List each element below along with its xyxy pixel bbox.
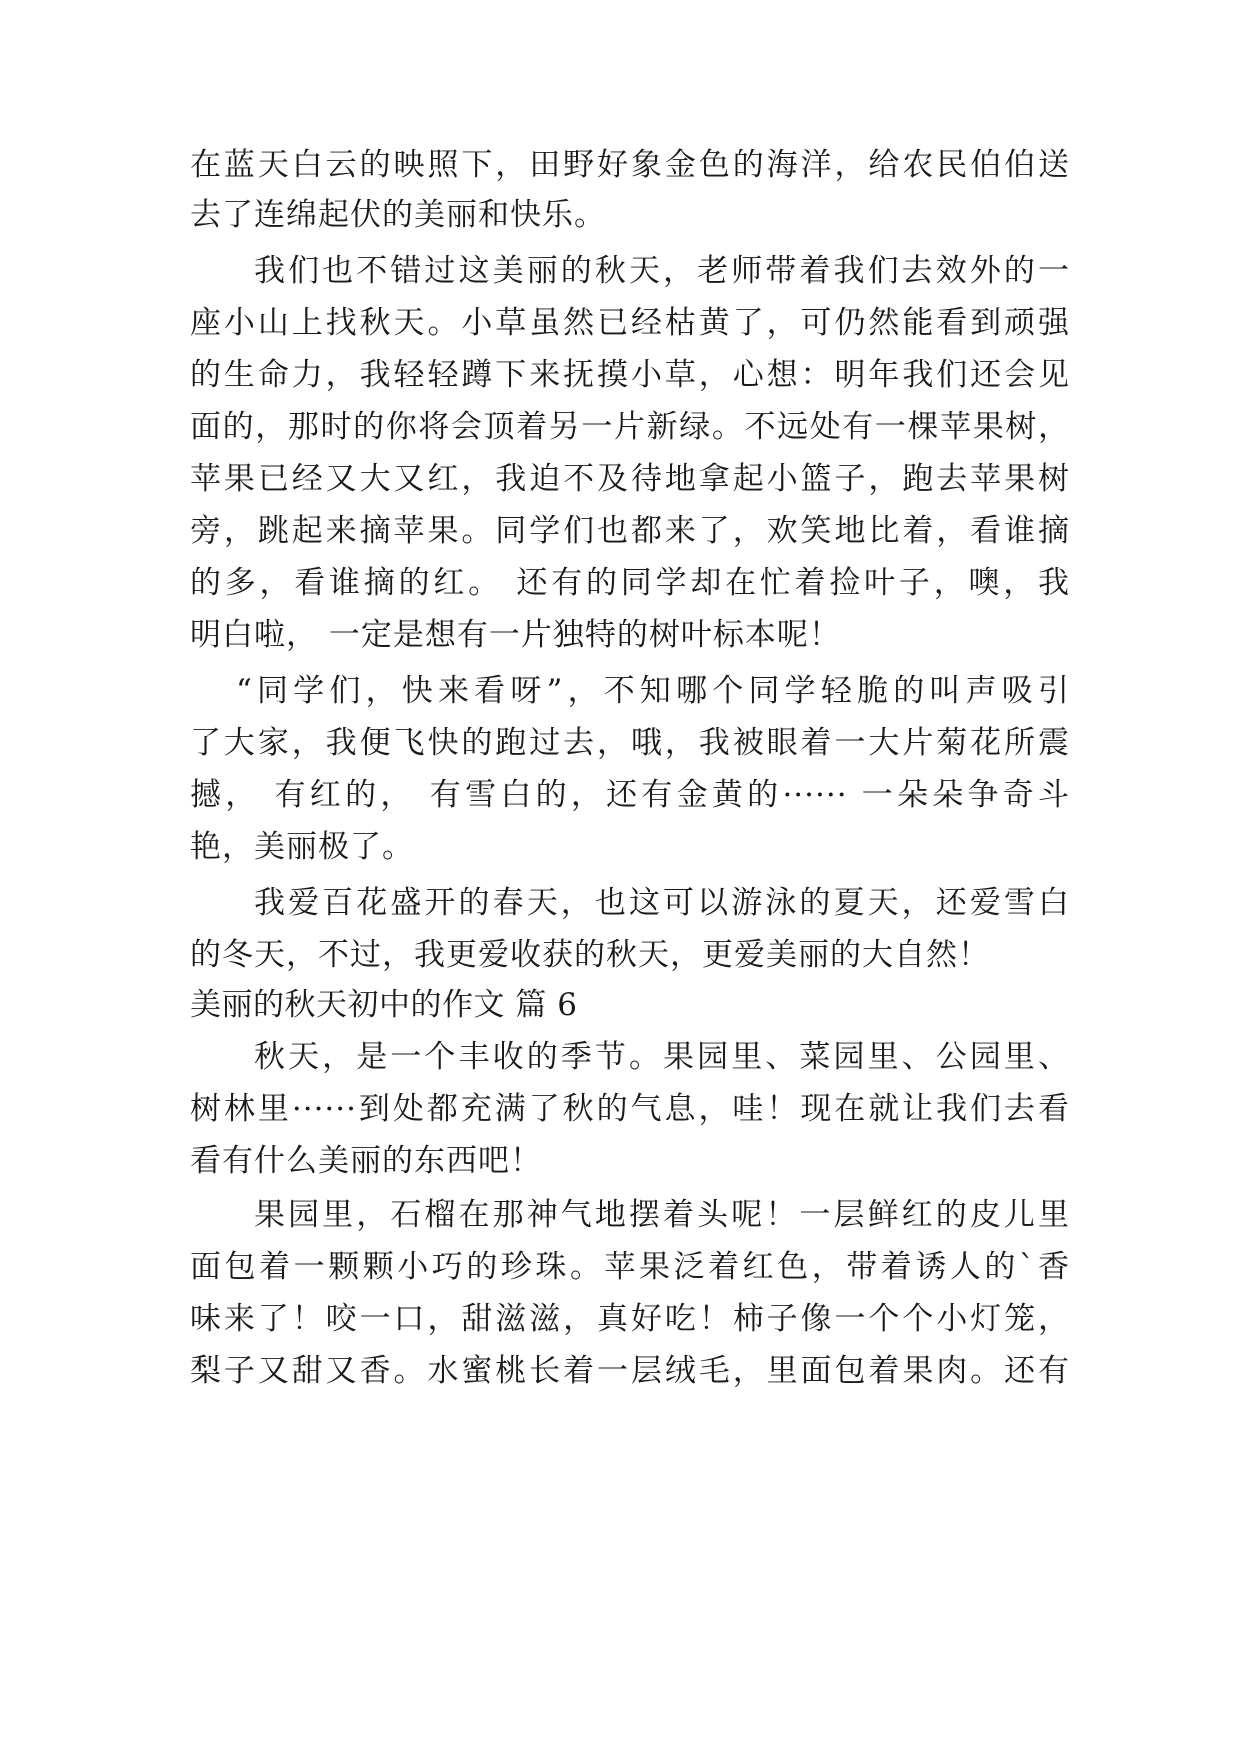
text-line: 苹果已经又大又红，我迫不及待地拿起小篮子，跑去苹果树	[190, 461, 1070, 497]
text-line: 秋天，是一个丰收的季节。果园里、菜园里、公园里、	[254, 1039, 1070, 1075]
text-line: 看有什么美丽的东西吧！	[190, 1143, 542, 1179]
text-line: 明白啦， 一定是想有一片独特的树叶标本呢！	[190, 617, 841, 653]
text-line: 我爱百花盛开的春天，也这可以游泳的夏天，还爱雪白	[254, 885, 1070, 921]
text-line: 的冬天，不过，我更爱收获的秋天，更爱美丽的大自然！	[190, 937, 990, 973]
text-line: 面的，那时的你将会顶着另一片新绿。不远处有一棵苹果树，	[190, 409, 1070, 445]
text-line: 去了连绵起伏的美丽和快乐。	[190, 197, 606, 233]
text-line: 了大家，我便飞快的跑过去，哦，我被眼着一大片菊花所震	[190, 725, 1070, 761]
text-line: 艳，美丽极了。	[190, 829, 414, 865]
text-line: “同学们，快来看呀”，不知哪个同学轻脆的叫声吸引	[236, 673, 1070, 709]
text-line: 的生命力，我轻轻蹲下来抚摸小草，心想：明年我们还会见	[190, 357, 1070, 393]
text-line: 的多，看谁摘的红。 还有的同学却在忙着捡叶子，噢，我	[190, 565, 1070, 601]
text-line: 面包着一颗颗小巧的珍珠。苹果泛着红色，带着诱人的`香	[190, 1249, 1070, 1285]
text-line: 味来了！咬一口，甜滋滋，真好吃！柿子像一个个小灯笼，	[190, 1301, 1070, 1337]
text-line: 撼， 有红的， 有雪白的，还有金黄的······ 一朵朵争奇斗	[190, 777, 1070, 813]
text-line: 旁，跳起来摘苹果。同学们也都来了，欢笑地比着，看谁摘	[190, 513, 1070, 549]
text-line: 果园里，石榴在那神气地摆着头呢！一层鲜红的皮儿里	[254, 1197, 1070, 1233]
text-line: 座小山上找秋天。小草虽然已经枯黄了，可仍然能看到顽强	[190, 305, 1070, 341]
text-line: 在蓝天白云的映照下，田野好象金色的海洋，给农民伯伯送	[190, 147, 1070, 183]
section-heading: 美丽的秋天初中的作文 篇 6	[190, 987, 578, 1023]
text-line: 梨子又甜又香。水蜜桃长着一层绒毛，里面包着果肉。还有	[190, 1353, 1070, 1389]
text-line: 我们也不错过这美丽的秋天，老师带着我们去效外的一	[254, 253, 1070, 289]
text-line: 树林里······到处都充满了秋的气息，哇！现在就让我们去看	[190, 1091, 1070, 1127]
